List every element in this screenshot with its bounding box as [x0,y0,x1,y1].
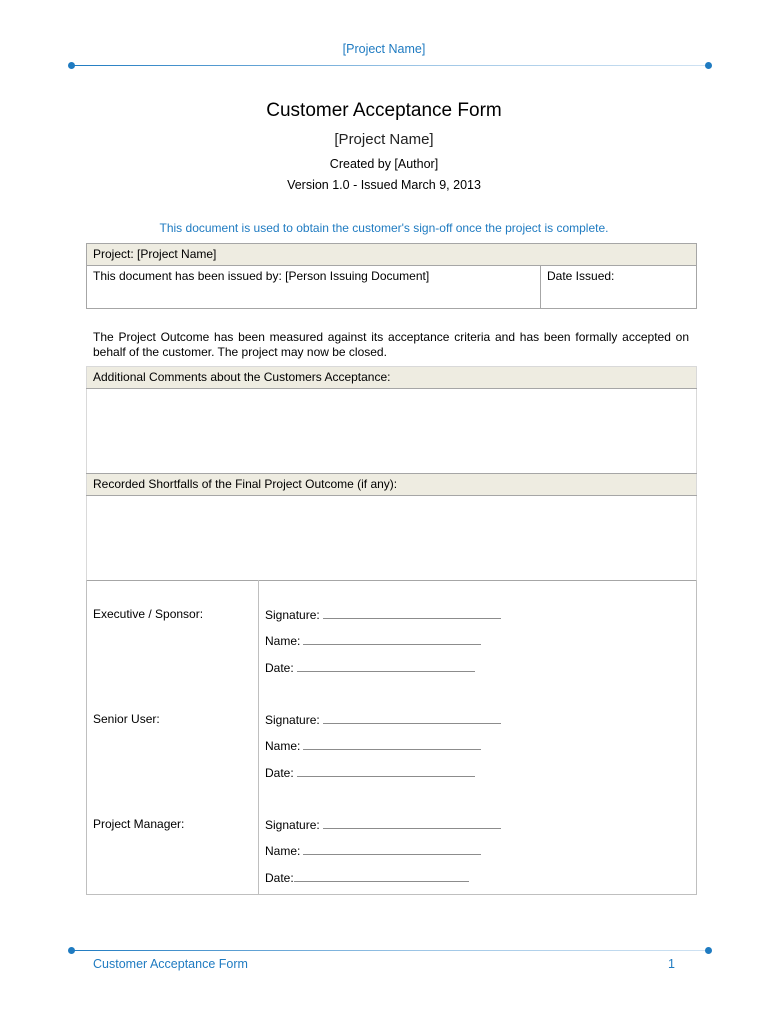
created-by: Created by [Author] [329,157,439,171]
signature-section [86,580,697,895]
additional-comments-field[interactable] [87,389,697,474]
footer-rule [71,950,709,951]
comments-table [86,366,697,581]
signature-field[interactable]: Signature: [265,817,501,832]
date-field[interactable]: Date: [265,660,475,675]
version-line: Version 1.0 - Issued March 9, 2013 [287,178,481,192]
role-project-manager: Project Manager: [93,817,185,831]
shortfalls-field[interactable] [87,496,697,581]
date-issued-cell[interactable]: Date Issued: [541,266,697,309]
role-senior-user: Senior User: [93,712,160,726]
issued-by-cell[interactable]: This document has been issued by: [Person Issuing Document] [87,266,541,309]
acceptance-paragraph: The Project Outcome has been measured against its acceptance criteria and has been formally accepted on behalf of the customer. The project may now be closed. [93,330,689,359]
rule-dot-icon [68,62,75,69]
info-table [86,243,697,309]
page-title: Customer Acceptance Form [266,100,502,121]
role-executive-sponsor: Executive / Sponsor: [93,607,204,621]
rule-dot-icon [705,62,712,69]
additional-comments-header: Additional Comments about the Customers Acceptance: [87,367,697,389]
page-number: 1 [668,957,675,971]
date-field[interactable]: Date: [265,765,475,780]
footer-title: Customer Acceptance Form [93,957,248,971]
name-field[interactable]: Name: [265,738,481,753]
date-field[interactable]: Date: [265,870,469,885]
signature-field[interactable]: Signature: [265,607,501,622]
name-field[interactable]: Name: [265,633,481,648]
shortfalls-header: Recorded Shortfalls of the Final Project Outcome (if any): [87,474,697,496]
intro-text: This document is used to obtain the customer's sign-off once the project is complete. [159,221,609,235]
page-subtitle: [Project Name] [334,131,434,148]
header-project-name: [Project Name] [342,42,426,56]
rule-dot-icon [705,947,712,954]
signature-field[interactable]: Signature: [265,712,501,727]
header-rule [71,65,709,66]
name-field[interactable]: Name: [265,843,481,858]
rule-dot-icon [68,947,75,954]
project-cell: Project: [Project Name] [87,244,697,266]
